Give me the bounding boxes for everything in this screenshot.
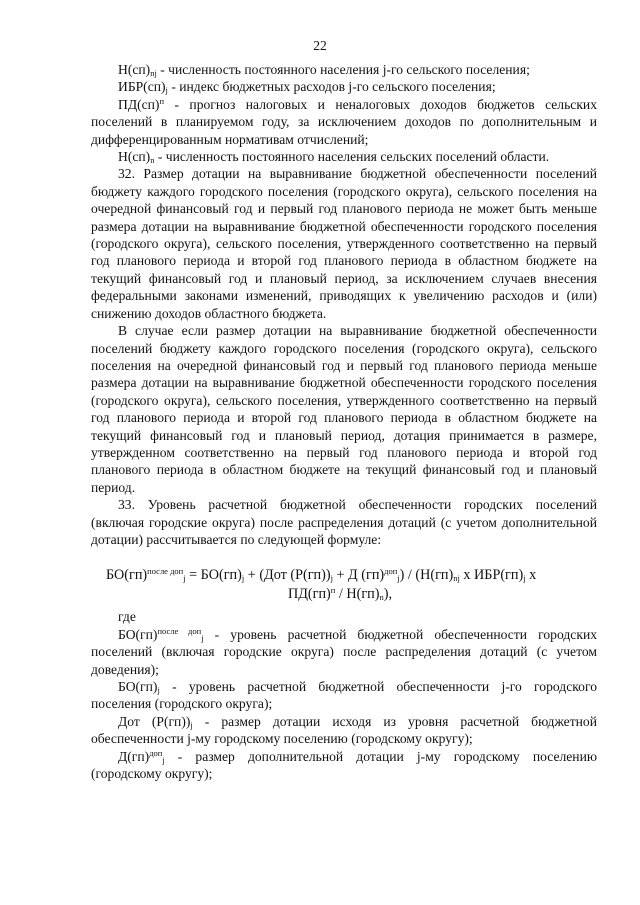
subscript: j	[523, 573, 526, 584]
subscript: j	[165, 85, 168, 96]
subscript: j	[241, 573, 245, 584]
definition-text: - индекс бюджетных расходов j-го сельского поселения;	[167, 79, 496, 95]
paragraph-33: 33. Уровень расчетной бюджетной обеспеченности городских поселений (включая городские округа) после распределения дотаций (с учетом дополнительной дотации) рассчитывается по следующей формуле:	[91, 497, 597, 547]
superscript: после доп	[147, 566, 184, 577]
formula-term: х	[525, 567, 537, 584]
where-label: где	[118, 609, 136, 625]
symbol: Дот (Р(гп))	[118, 713, 191, 729]
subscript: j	[330, 573, 333, 584]
formula-term: = БО(гп)	[185, 567, 242, 584]
definition-text: - численность постоянного населения сельских поселений области.	[154, 149, 550, 165]
superscript: доп	[149, 747, 163, 758]
subscript: j	[190, 719, 193, 730]
definition-line	[91, 748, 597, 783]
page-number: 22	[313, 38, 327, 53]
definition-line	[91, 96, 597, 148]
subscript: n	[379, 592, 384, 603]
formula-term: ),	[383, 586, 393, 603]
formula-term: ПД(гп)	[288, 586, 331, 603]
definition-text: - прогноз налоговых и неналоговых доходов бюджетов сельских поселений в планируемом году, за исключением доходов по дополнительным и дифференцированным нормативам отчислений;	[91, 96, 597, 147]
symbol: Н(сп)	[118, 149, 151, 165]
formula-line-2	[91, 585, 597, 604]
definition-text: - уровень расчетной бюджетной обеспеченности j-го городского поселения (городского округа);	[91, 679, 597, 712]
formula-term: / Н(гп)	[335, 586, 380, 603]
formula-term: ) / (Н(гп)	[399, 567, 454, 584]
paragraph-32: 32. Размер дотации на выравнивание бюджетной обеспеченности поселений бюджету каждого городского поселения (городского округа), сельского поселения на очередной финансовый год и первый год планового периода не может быть меньше размера дотации на выравнивание бюджетной обеспеченности городского поселения (городского округа), сельского поселения, утвержденного соответственно на первый год планового периода и второй год планового периода в областном бюджете на текущий финансовый год и плановый период, за исключением случаев внесения федеральными законами изменений, приводящих к увеличению расходов и (или) снижению доходов областного бюджета.	[91, 166, 597, 321]
formula-term: + (Дот (Р(гп))	[244, 567, 331, 584]
symbol: Д(гп)	[118, 748, 150, 764]
subscript: j	[183, 573, 186, 584]
formula	[91, 566, 597, 604]
formula-term: + Д (гп)	[332, 567, 385, 584]
symbol: ИБР(сп)	[118, 79, 166, 95]
symbol: БО(гп)	[118, 679, 158, 694]
document-body	[91, 61, 597, 782]
subscript: nj	[453, 573, 460, 584]
subscript: j	[397, 573, 400, 584]
subscript: n	[150, 155, 155, 166]
formula-term: БО(гп)	[106, 567, 148, 584]
paragraph-32-continued: В случае если размер дотации на выравнивание бюджетной обеспеченности поселений бюджету каждого городского поселения (городского округа), сельского поселения на очередной финансовый год и первый год планового периода меньше размера дотации на выравнивание бюджетной обеспеченности городского поселения (городского округа), сельского поселения, утвержденного соответственно на первый год планового периода и второй год планового периода в областном бюджете на текущий финансовый год и плановый период, дотация принимается в размере, утвержденном соответственно на первый год планового периода и второй год планового периода в областном бюджете на текущий финансовый год и плановый период.	[91, 323, 597, 495]
superscript: доп	[384, 566, 398, 577]
definition-line	[91, 148, 597, 165]
symbol: Н(сп)	[118, 62, 151, 77]
superscript: после доп	[157, 625, 202, 636]
definition-text: - размер дополнительной дотации j-му городскому поселению (городскому округу);	[91, 748, 597, 782]
subscript: j	[201, 632, 204, 643]
formula-line-1	[91, 566, 597, 585]
superscript: п	[159, 95, 165, 106]
definition-text: - численность постоянного населения j-го сельского поселения;	[156, 62, 530, 77]
definition-text: - размер дотации исходя из уровня расчетной бюджетной обеспеченности j-му городскому поселению (городскому округу);	[91, 713, 598, 747]
subscript: j	[157, 685, 160, 695]
symbol: БО(гп)	[118, 626, 158, 642]
definition-text: - уровень расчетной бюджетной обеспеченности городских поселений (включая городские округа) после распределения дотаций (с учетом доведения);	[91, 626, 598, 677]
definition-line	[91, 678, 597, 713]
superscript: п	[330, 585, 336, 596]
definition-line	[91, 626, 597, 678]
definition-line	[91, 78, 597, 95]
symbol: ПД(сп)	[118, 96, 160, 112]
definition-line	[91, 61, 597, 78]
formula-term: х ИБР(гп)	[459, 567, 524, 584]
subscript: nj	[150, 68, 157, 78]
subscript: j	[162, 754, 165, 765]
definition-line	[91, 713, 597, 748]
